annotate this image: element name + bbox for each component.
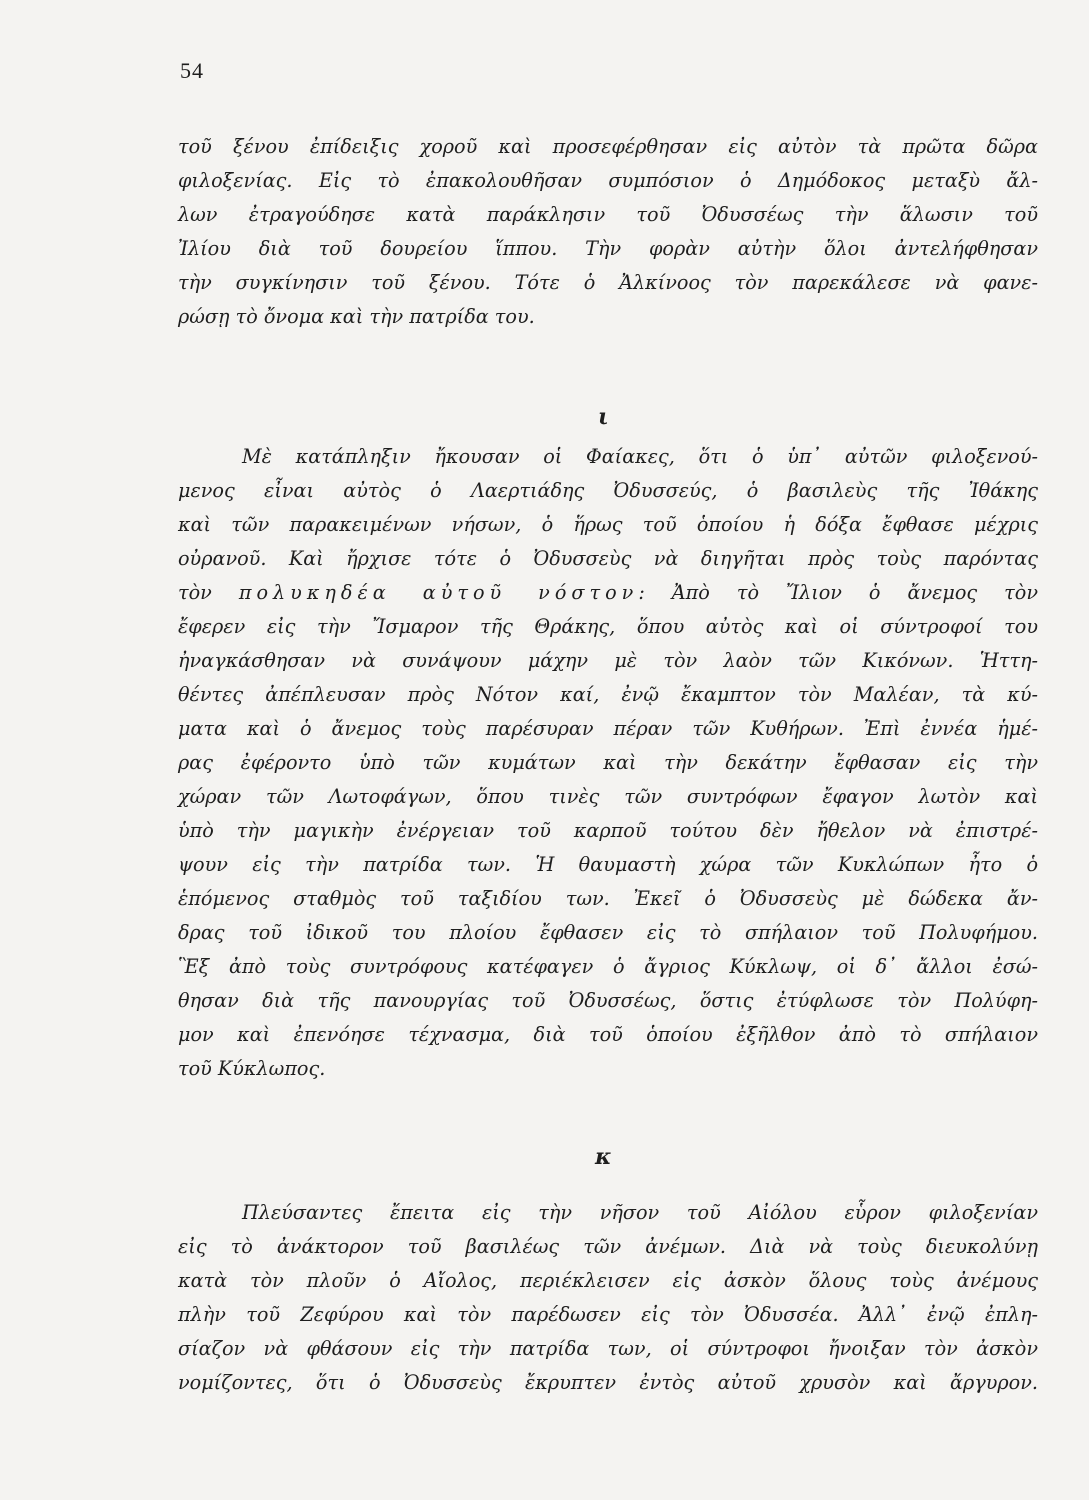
- text-line: Ἰλίου διὰ τοῦ δουρείου ἵππου. Τὴν φορὰν αὐτὴν ὅλοι ἀντελήφθησαν: [178, 237, 1038, 260]
- text-line: ρας ἐφέροντο ὑπὸ τῶν κυμάτων καὶ τὴν δεκάτην ἔφθασαν εἰς τὴν: [178, 751, 1038, 774]
- text-line: ματα καὶ ὁ ἄνεμος τοὺς παρέσυραν πέραν τῶν Κυθήρων. Ἐπὶ ἐννέα ἡμέ-: [178, 717, 1038, 740]
- text-line: κατὰ τὸν πλοῦν ὁ Αἴολος, περιέκλεισεν εἰς ἀσκὸν ὅλους τοὺς ἀνέμους: [178, 1269, 1038, 1292]
- text-line: νομίζοντες, ὅτι ὁ Ὀδυσσεὺς ἔκρυπτεν ἐντὸς αὐτοῦ χρυσὸν καὶ ἄργυρον.: [178, 1371, 1038, 1394]
- text-line: [178, 576, 1038, 610]
- line-prefix: τὸν: [178, 581, 212, 604]
- page-number: 54: [180, 58, 204, 83]
- line-suffix: : Ἀπὸ τὸ Ἴλιον ὁ ἄνεμος τὸν: [638, 581, 1039, 604]
- text-line: δρας τοῦ ἰδικοῦ του πλοίου ἔφθασεν εἰς τὸ σπήλαιον τοῦ Πολυφήμου.: [178, 921, 1038, 944]
- text-line: μενος εἶναι αὐτὸς ὁ Λαερτιάδης Ὀδυσσεύς, ὁ βασιλεὺς τῆς Ἰθάκης: [178, 479, 1038, 502]
- text-line: ψουν εἰς τὴν πατρίδα των. Ἡ θαυμαστὴ χώρα τῶν Κυκλώπων ἦτο ὁ: [178, 853, 1038, 876]
- spaced-phrase: πολυκηδέα αὐτοῦ νόστον: [238, 581, 639, 604]
- text-line: μον καὶ ἐπενόησε τέχνασμα, διὰ τοῦ ὁποίου ἐξῆλθον ἀπὸ τὸ σπήλαιον: [178, 1023, 1038, 1046]
- text-line: θέντες ἀπέπλευσαν πρὸς Νότον καί, ἐνῷ ἔκαμπτον τὸν Μαλέαν, τὰ κύ-: [178, 683, 1038, 706]
- text-line: θησαν διὰ τῆς πανουργίας τοῦ Ὀδυσσέως, ὅστις ἐτύφλωσε τὸν Πολύφη-: [178, 989, 1038, 1012]
- text-line: ὑπὸ τὴν μαγικὴν ἐνέργειαν τοῦ καρποῦ τούτου δὲν ἤθελον νὰ ἐπιστρέ-: [178, 819, 1038, 842]
- text-line: Πλεύσαντες ἔπειτα εἰς τὴν νῆσον τοῦ Αἰόλου εὗρον φιλοξενίαν: [242, 1201, 1038, 1224]
- text-line: σίαζον νὰ φθάσουν εἰς τὴν πατρίδα των, οἱ σύντροφοι ἤνοιξαν τὸν ἀσκὸν: [178, 1337, 1038, 1360]
- section-marker-kappa: κ: [595, 1144, 612, 1170]
- text-line: ἠναγκάσθησαν νὰ συνάψουν μάχην μὲ τὸν λαὸν τῶν Κικόνων. Ἡττη-: [178, 649, 1038, 672]
- text-line: Ἓξ ἀπὸ τοὺς συντρόφους κατέφαγεν ὁ ἄγριος Κύκλωψ, οἱ δ᾽ ἄλλοι ἐσώ-: [178, 955, 1038, 978]
- text-line: εἰς τὸ ἀνάκτορον τοῦ βασιλέως τῶν ἀνέμων. Διὰ νὰ τοὺς διευκολύνῃ: [178, 1235, 1038, 1258]
- text-line: λων ἐτραγούδησε κατὰ παράκλησιν τοῦ Ὀδυσσέως τὴν ἅλωσιν τοῦ: [178, 203, 1038, 226]
- text-line: τοῦ ξένου ἐπίδειξις χοροῦ καὶ προσεφέρθησαν εἰς αὐτὸν τὰ πρῶτα δῶρα: [178, 135, 1038, 158]
- text-line: καὶ τῶν παρακειμένων νήσων, ὁ ἥρως τοῦ ὁποίου ἡ δόξα ἔφθασε μέχρις: [178, 513, 1038, 536]
- text-line: πλὴν τοῦ Ζεφύρου καὶ τὸν παρέδωσεν εἰς τὸν Ὀδυσσέα. Ἀλλ᾽ ἐνῷ ἐπλη-: [178, 1303, 1038, 1326]
- text-line: χώραν τῶν Λωτοφάγων, ὅπου τινὲς τῶν συντρόφων ἔφαγον λωτὸν καὶ: [178, 785, 1038, 808]
- paragraph-2: [178, 440, 1038, 1086]
- text-line: φιλοξενίας. Εἰς τὸ ἐπακολουθῆσαν συμπόσιον ὁ Δημόδοκος μεταξὺ ἄλ-: [178, 169, 1038, 192]
- text-line: τὴν συγκίνησιν τοῦ ξένου. Τότε ὁ Ἀλκίνοος τὸν παρεκάλεσε νὰ φανε-: [178, 271, 1038, 294]
- text-line: ἑπόμενος σταθμὸς τοῦ ταξιδίου των. Ἐκεῖ ὁ Ὀδυσσεὺς μὲ δώδεκα ἄν-: [178, 887, 1038, 910]
- paragraph-1: [178, 130, 1038, 334]
- text-line: ἔφερεν εἰς τὴν Ἴσμαρον τῆς Θράκης, ὅπου αὐτὸς καὶ οἱ σύντροφοί του: [178, 615, 1038, 638]
- text-line: τοῦ Κύκλωπος.: [178, 1057, 326, 1080]
- text-line: οὐρανοῦ. Καὶ ἤρχισε τότε ὁ Ὀδυσσεὺς νὰ διηγῆται πρὸς τοὺς παρόντας: [178, 547, 1038, 570]
- paragraph-3: [178, 1196, 1038, 1400]
- text-line: ρώσῃ τὸ ὄνομα καὶ τὴν πατρίδα του.: [178, 305, 535, 328]
- section-marker-iota: ι: [598, 404, 609, 430]
- text-line: Μὲ κατάπληξιν ἤκουσαν οἱ Φαίακες, ὅτι ὁ ὑπ᾽ αὐτῶν φιλοξενού-: [242, 445, 1038, 468]
